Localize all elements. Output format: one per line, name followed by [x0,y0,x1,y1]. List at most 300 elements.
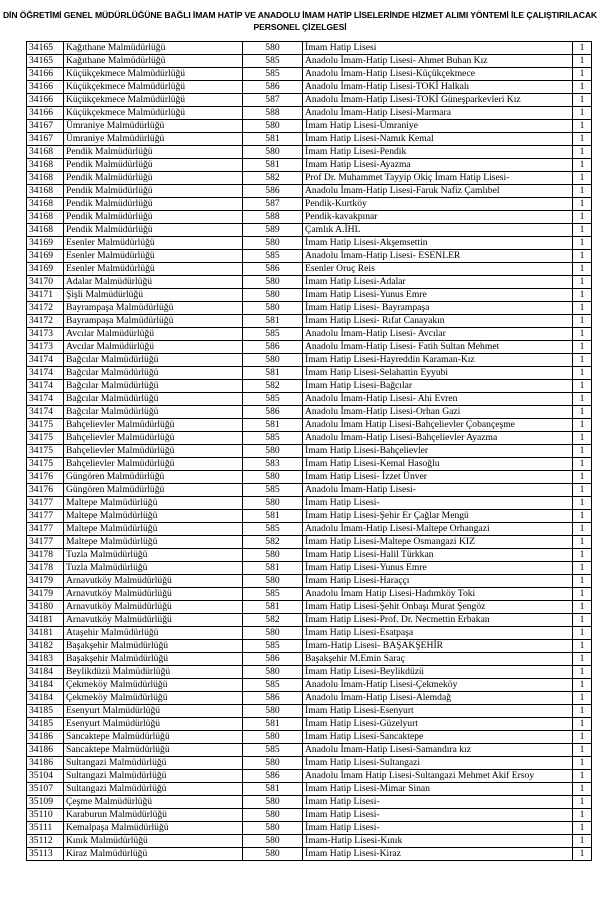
table-row [27,393,592,406]
personnel-count-cell: 1 [573,783,592,796]
school-name-cell: İmam Hatip Lisesi- [303,796,573,809]
title-line-1: DİN ÖĞRETİMİ GENEL MÜDÜRLÜĞÜNE BAĞLI İMAM HATİP VE ANADOLU İMAM HATİP LİSELERİNDE HİZMET ALIMI YÖNTEMİ İLE ÇALIŞTIRILACAK [2,10,598,20]
school-name-cell: İmam Hatip Lisesi-Bağcılar [303,380,573,393]
office-code-cell: 35104 [27,770,64,783]
school-name-cell: Anadolu İmam-Hatip Lisesi-Çekmeköy [303,679,573,692]
table-row [27,835,592,848]
office-code-cell: 34179 [27,588,64,601]
category-code-cell: 581 [243,419,303,432]
table-row [27,627,592,640]
category-code-cell: 586 [243,81,303,94]
tax-office-cell: Pendik Malmüdürlüğü [64,211,243,224]
school-name-cell: Anadolu İmam Hatip Lisesi-Hadımköy Toki [303,588,573,601]
personnel-count-cell: 1 [573,796,592,809]
office-code-cell: 34174 [27,406,64,419]
category-code-cell: 580 [243,757,303,770]
table-row [27,822,592,835]
personnel-count-cell: 1 [573,159,592,172]
personnel-count-cell: 1 [573,367,592,380]
school-name-cell: İmam Hatip Lisesi-Hayreddin Karaman-Kız [303,354,573,367]
personnel-count-cell: 1 [573,549,592,562]
category-code-cell: 580 [243,471,303,484]
personnel-count-cell: 1 [573,484,592,497]
category-code-cell: 585 [243,328,303,341]
table-row [27,510,592,523]
table-row [27,653,592,666]
personnel-table [26,41,592,861]
table-row [27,705,592,718]
personnel-count-cell: 1 [573,185,592,198]
tax-office-cell: Avcılar Malmüdürlüğü [64,328,243,341]
personnel-count-cell: 1 [573,237,592,250]
table-row [27,107,592,120]
office-code-cell: 34168 [27,224,64,237]
office-code-cell: 35110 [27,809,64,822]
office-code-cell: 34174 [27,380,64,393]
personnel-count-cell: 1 [573,705,592,718]
personnel-count-cell: 1 [573,523,592,536]
category-code-cell: 586 [243,185,303,198]
personnel-count-cell: 1 [573,757,592,770]
category-code-cell: 581 [243,718,303,731]
category-code-cell: 580 [243,705,303,718]
school-name-cell: İmam Hatip Lisesi-Yunus Emre [303,562,573,575]
personnel-count-cell: 1 [573,146,592,159]
table-row [27,471,592,484]
tax-office-cell: Sancaktepe Malmüdürlüğü [64,744,243,757]
tax-office-cell: Esenler Malmüdürlüğü [64,250,243,263]
tax-office-cell: Küçükçekmece Malmüdürlüğü [64,107,243,120]
tax-office-cell: Arnavutköy Malmüdürlüğü [64,588,243,601]
office-code-cell: 34168 [27,172,64,185]
table-row [27,315,592,328]
school-name-cell: İmam-Hatip Lisesi- BAŞAKŞEHİR [303,640,573,653]
office-code-cell: 34181 [27,614,64,627]
personnel-count-cell: 1 [573,640,592,653]
table-row [27,614,592,627]
category-code-cell: 586 [243,263,303,276]
tax-office-cell: Pendik Malmüdürlüğü [64,185,243,198]
school-name-cell: İmam Hatip Lisesi-Ayazma [303,159,573,172]
office-code-cell: 34176 [27,484,64,497]
personnel-count-cell: 1 [573,393,592,406]
personnel-count-cell: 1 [573,250,592,263]
office-code-cell: 34167 [27,120,64,133]
category-code-cell: 580 [243,276,303,289]
personnel-count-cell: 1 [573,653,592,666]
school-name-cell: İmam Hatip Lisesi-Şehit Onbaşı Murat Şengöz [303,601,573,614]
school-name-cell: İmam Hatip Lisesi-Beylikdüzü [303,666,573,679]
office-code-cell: 34181 [27,627,64,640]
school-name-cell: İmam Hatip Lisesi-Haraççı [303,575,573,588]
personnel-count-cell: 1 [573,42,592,55]
table-row [27,497,592,510]
personnel-count-cell: 1 [573,419,592,432]
school-name-cell: Anadolu İmam-Hatip Lisesi- Ahmet Buhan Kız [303,55,573,68]
table-row [27,458,592,471]
office-code-cell: 34174 [27,367,64,380]
office-code-cell: 35112 [27,835,64,848]
personnel-count-cell: 1 [573,601,592,614]
office-code-cell: 34169 [27,237,64,250]
office-code-cell: 34180 [27,601,64,614]
category-code-cell: 586 [243,341,303,354]
category-code-cell: 582 [243,614,303,627]
office-code-cell: 34167 [27,133,64,146]
category-code-cell: 580 [243,822,303,835]
category-code-cell: 582 [243,380,303,393]
tax-office-cell: Bahçelievler Malmüdürlüğü [64,432,243,445]
tax-office-cell: Ataşehir Malmüdürlüğü [64,627,243,640]
table-row [27,94,592,107]
school-name-cell: İmam Hatip Lisesi-Adalar [303,276,573,289]
table-row [27,588,592,601]
table-row [27,380,592,393]
office-code-cell: 34185 [27,705,64,718]
tax-office-cell: Başakşehir Malmüdürlüğü [64,640,243,653]
office-code-cell: 35107 [27,783,64,796]
personnel-count-cell: 1 [573,107,592,120]
personnel-count-cell: 1 [573,497,592,510]
category-code-cell: 582 [243,172,303,185]
personnel-count-cell: 1 [573,731,592,744]
category-code-cell: 580 [243,848,303,861]
category-code-cell: 581 [243,367,303,380]
office-code-cell: 35111 [27,822,64,835]
school-name-cell: Pendik-kavakpınar [303,211,573,224]
personnel-table-body [27,42,592,861]
personnel-count-cell: 1 [573,120,592,133]
tax-office-cell: Başakşehir Malmüdürlüğü [64,653,243,666]
tax-office-cell: Sultangazi Malmüdürlüğü [64,757,243,770]
personnel-count-cell: 1 [573,562,592,575]
tax-office-cell: Sultangazi Malmüdürlüğü [64,770,243,783]
table-row [27,796,592,809]
office-code-cell: 34176 [27,471,64,484]
table-row [27,354,592,367]
tax-office-cell: Adalar Malmüdürlüğü [64,276,243,289]
school-name-cell: İmam Hatip Lisesi- [303,497,573,510]
school-name-cell: İmam Hatip Lisesi-Yunus Emre [303,289,573,302]
table-row [27,523,592,536]
tax-office-cell: Maltepe Malmüdürlüğü [64,510,243,523]
office-code-cell: 34178 [27,562,64,575]
school-name-cell: İmam-Hatip Lisesi-Kınık [303,835,573,848]
personnel-count-cell: 1 [573,263,592,276]
category-code-cell: 586 [243,692,303,705]
category-code-cell: 585 [243,640,303,653]
school-name-cell: Anadolu İmam-Hatip Lisesi-Alemdağ [303,692,573,705]
office-code-cell: 34182 [27,640,64,653]
tax-office-cell: Arnavutköy Malmüdürlüğü [64,601,243,614]
school-name-cell: İmam Hatip Lisesi [303,42,573,55]
category-code-cell: 580 [243,575,303,588]
school-name-cell: İmam Hatip Lisesi-Namık Kemal [303,133,573,146]
personnel-count-cell: 1 [573,432,592,445]
personnel-count-cell: 1 [573,211,592,224]
school-name-cell: Anadolu İmam-Hatip Lisesi- Avcılar [303,328,573,341]
category-code-cell: 585 [243,679,303,692]
table-row [27,562,592,575]
office-code-cell: 34165 [27,42,64,55]
tax-office-cell: Ümraniye Malmüdürlüğü [64,133,243,146]
personnel-count-cell: 1 [573,770,592,783]
table-row [27,770,592,783]
personnel-count-cell: 1 [573,68,592,81]
school-name-cell: İmam Hatip Lisesi- Rıfat Canayakın [303,315,573,328]
school-name-cell: İmam Hatip Lisesi- [303,809,573,822]
personnel-count-cell: 1 [573,133,592,146]
school-name-cell: Anadolu İmam-Hatip Lisesi- [303,484,573,497]
tax-office-cell: Bağcılar Malmüdürlüğü [64,354,243,367]
category-code-cell: 588 [243,211,303,224]
office-code-cell: 34175 [27,458,64,471]
table-row [27,341,592,354]
personnel-count-cell: 1 [573,81,592,94]
category-code-cell: 580 [243,302,303,315]
personnel-count-cell: 1 [573,666,592,679]
category-code-cell: 580 [243,237,303,250]
school-name-cell: İmam Hatip Lisesi-Akşemsettin [303,237,573,250]
table-row [27,432,592,445]
office-code-cell: 34179 [27,575,64,588]
document-title [0,9,600,33]
category-code-cell: 585 [243,432,303,445]
office-code-cell: 34177 [27,510,64,523]
category-code-cell: 580 [243,354,303,367]
personnel-count-cell: 1 [573,406,592,419]
tax-office-cell: Çeşme Malmüdürlüğü [64,796,243,809]
personnel-count-cell: 1 [573,172,592,185]
school-name-cell: Anadolu İmam-Hatip Lisesi-Marmara [303,107,573,120]
category-code-cell: 585 [243,744,303,757]
table-row [27,666,592,679]
school-name-cell: İmam Hatip Lisesi-Sultangazi [303,757,573,770]
category-code-cell: 585 [243,250,303,263]
table-row [27,419,592,432]
table-row [27,484,592,497]
table-row [27,263,592,276]
personnel-count-cell: 1 [573,718,592,731]
office-code-cell: 34170 [27,276,64,289]
office-code-cell: 34166 [27,68,64,81]
personnel-count-cell: 1 [573,809,592,822]
title-line-2: PERSONEL ÇİZELGESİ [253,22,347,32]
school-name-cell: İmam Hatip Lisesi-Şehir Er Çağlar Mengü [303,510,573,523]
category-code-cell: 580 [243,796,303,809]
category-code-cell: 580 [243,146,303,159]
school-name-cell: İmam Hatip Lisesi-Kemal Hasoğlu [303,458,573,471]
tax-office-cell: Güngören Malmüdürlüğü [64,471,243,484]
category-code-cell: 585 [243,588,303,601]
category-code-cell: 585 [243,523,303,536]
office-code-cell: 34184 [27,692,64,705]
office-code-cell: 34177 [27,523,64,536]
personnel-count-cell: 1 [573,627,592,640]
school-name-cell: İmam Hatip Lisesi-Güzelyurt [303,718,573,731]
personnel-count-cell: 1 [573,302,592,315]
office-code-cell: 34177 [27,536,64,549]
tax-office-cell: Pendik Malmüdürlüğü [64,198,243,211]
category-code-cell: 580 [243,42,303,55]
table-row [27,198,592,211]
table-row [27,211,592,224]
personnel-count-cell: 1 [573,588,592,601]
tax-office-cell: Kağıthane Malmüdürlüğü [64,42,243,55]
school-name-cell: Başakşehir M.Emin Saraç [303,653,573,666]
table-row [27,328,592,341]
category-code-cell: 581 [243,510,303,523]
table-row [27,120,592,133]
tax-office-cell: Pendik Malmüdürlüğü [64,224,243,237]
table-row [27,731,592,744]
personnel-count-cell: 1 [573,55,592,68]
tax-office-cell: Pendik Malmüdürlüğü [64,172,243,185]
category-code-cell: 583 [243,458,303,471]
tax-office-cell: Pendik Malmüdürlüğü [64,159,243,172]
category-code-cell: 580 [243,809,303,822]
personnel-count-cell: 1 [573,94,592,107]
tax-office-cell: Küçükçekmece Malmüdürlüğü [64,94,243,107]
personnel-count-cell: 1 [573,328,592,341]
personnel-count-cell: 1 [573,679,592,692]
office-code-cell: 34173 [27,328,64,341]
category-code-cell: 585 [243,484,303,497]
school-name-cell: Anadolu İmam-Hatip Lisesi- Fatih Sultan Mehmet [303,341,573,354]
tax-office-cell: Tuzla Malmüdürlüğü [64,549,243,562]
table-row [27,848,592,861]
table-row [27,81,592,94]
school-name-cell: Anadolu İmam-Hatip Lisesi-Samandıra kız [303,744,573,757]
category-code-cell: 580 [243,627,303,640]
personnel-count-cell: 1 [573,848,592,861]
office-code-cell: 35113 [27,848,64,861]
personnel-count-cell: 1 [573,471,592,484]
table-row [27,744,592,757]
tax-office-cell: Maltepe Malmüdürlüğü [64,523,243,536]
personnel-count-cell: 1 [573,341,592,354]
tax-office-cell: Karaburun Malmüdürlüğü [64,809,243,822]
office-code-cell: 34171 [27,289,64,302]
personnel-count-cell: 1 [573,510,592,523]
category-code-cell: 581 [243,159,303,172]
office-code-cell: 34184 [27,679,64,692]
school-name-cell: Anadolu İmam-Hatip Lisesi-Maltepe Orhangazi [303,523,573,536]
tax-office-cell: Avcılar Malmüdürlüğü [64,341,243,354]
school-name-cell: Anadolu İmam Hatip Lisesi-Sultangazi Mehmet Akif Ersoy [303,770,573,783]
tax-office-cell: Kemalpaşa Malmüdürlüğü [64,822,243,835]
school-name-cell: Anadolu İmam-Hatip Lisesi-Faruk Nafiz Çamlıbel [303,185,573,198]
table-row [27,536,592,549]
school-name-cell: Anadolu İmam-Hatip Lisesi-TOKİ Halkalı [303,81,573,94]
office-code-cell: 34186 [27,757,64,770]
office-code-cell: 34186 [27,744,64,757]
table-row [27,757,592,770]
school-name-cell: İmam Hatip Lisesi-Bahçelievler [303,445,573,458]
tax-office-cell: Çekmeköy Malmüdürlüğü [64,692,243,705]
category-code-cell: 581 [243,133,303,146]
tax-office-cell: Çekmeköy Malmüdürlüğü [64,679,243,692]
category-code-cell: 587 [243,198,303,211]
school-name-cell: İmam Hatip Lisesi- Bayrampaşa [303,302,573,315]
personnel-count-cell: 1 [573,614,592,627]
office-code-cell: 34175 [27,432,64,445]
category-code-cell: 585 [243,68,303,81]
tax-office-cell: Bağcılar Malmüdürlüğü [64,406,243,419]
table-row [27,42,592,55]
office-code-cell: 34174 [27,354,64,367]
category-code-cell: 580 [243,549,303,562]
office-code-cell: 34168 [27,211,64,224]
category-code-cell: 581 [243,315,303,328]
tax-office-cell: Esenyurt Malmüdürlüğü [64,705,243,718]
personnel-count-cell: 1 [573,744,592,757]
tax-office-cell: Bayrampaşa Malmüdürlüğü [64,315,243,328]
tax-office-cell: Bağcılar Malmüdürlüğü [64,380,243,393]
personnel-count-cell: 1 [573,835,592,848]
category-code-cell: 586 [243,653,303,666]
school-name-cell: Prof Dr. Muhammet Tayyip Okiç İmam Hatip Lisesi- [303,172,573,185]
personnel-count-cell: 1 [573,315,592,328]
school-name-cell: İmam Hatip Lisesi-Esatpaşa [303,627,573,640]
table-row [27,302,592,315]
office-code-cell: 34166 [27,94,64,107]
table-row [27,133,592,146]
school-name-cell: İmam Hatip Lisesi-Ümraniye [303,120,573,133]
tax-office-cell: Arnavutköy Malmüdürlüğü [64,575,243,588]
tax-office-cell: Bağcılar Malmüdürlüğü [64,393,243,406]
table-row [27,783,592,796]
office-code-cell: 34168 [27,185,64,198]
tax-office-cell: Bahçelievler Malmüdürlüğü [64,419,243,432]
table-row [27,679,592,692]
table-row [27,250,592,263]
tax-office-cell: Esenler Malmüdürlüğü [64,237,243,250]
personnel-count-cell: 1 [573,289,592,302]
category-code-cell: 581 [243,601,303,614]
table-row [27,55,592,68]
category-code-cell: 589 [243,224,303,237]
school-name-cell: Anadolu İmam-Hatip Lisesi-TOKİ Güneşparkevleri Kız [303,94,573,107]
category-code-cell: 580 [243,120,303,133]
office-code-cell: 34168 [27,146,64,159]
table-row [27,237,592,250]
office-code-cell: 34169 [27,250,64,263]
tax-office-cell: Kağıthane Malmüdürlüğü [64,55,243,68]
tax-office-cell: Maltepe Malmüdürlüğü [64,536,243,549]
tax-office-cell: Bağcılar Malmüdürlüğü [64,367,243,380]
school-name-cell: İmam Hatip Lisesi-Prof. Dr. Necmettin Erbakan [303,614,573,627]
office-code-cell: 34166 [27,107,64,120]
tax-office-cell: Küçükçekmece Malmüdürlüğü [64,81,243,94]
personnel-count-cell: 1 [573,536,592,549]
category-code-cell: 585 [243,393,303,406]
office-code-cell: 34178 [27,549,64,562]
school-name-cell: İmam Hatip Lisesi-Maltepe Osmangazi KIZ [303,536,573,549]
office-code-cell: 34175 [27,445,64,458]
school-name-cell: Anadolu İmam-Hatip Lisesi-Küçükçekmece [303,68,573,81]
table-row [27,185,592,198]
tax-office-cell: Küçükçekmece Malmüdürlüğü [64,68,243,81]
tax-office-cell: Arnavutköy Malmüdürlüğü [64,614,243,627]
school-name-cell: İmam Hatip Lisesi- [303,822,573,835]
office-code-cell: 34168 [27,159,64,172]
personnel-count-cell: 1 [573,224,592,237]
school-name-cell: İmam Hatip Lisesi-Selahattin Eyyubi [303,367,573,380]
tax-office-cell: Güngören Malmüdürlüğü [64,484,243,497]
school-name-cell: İmam Hatip Lisesi-Sancaktepe [303,731,573,744]
category-code-cell: 582 [243,536,303,549]
